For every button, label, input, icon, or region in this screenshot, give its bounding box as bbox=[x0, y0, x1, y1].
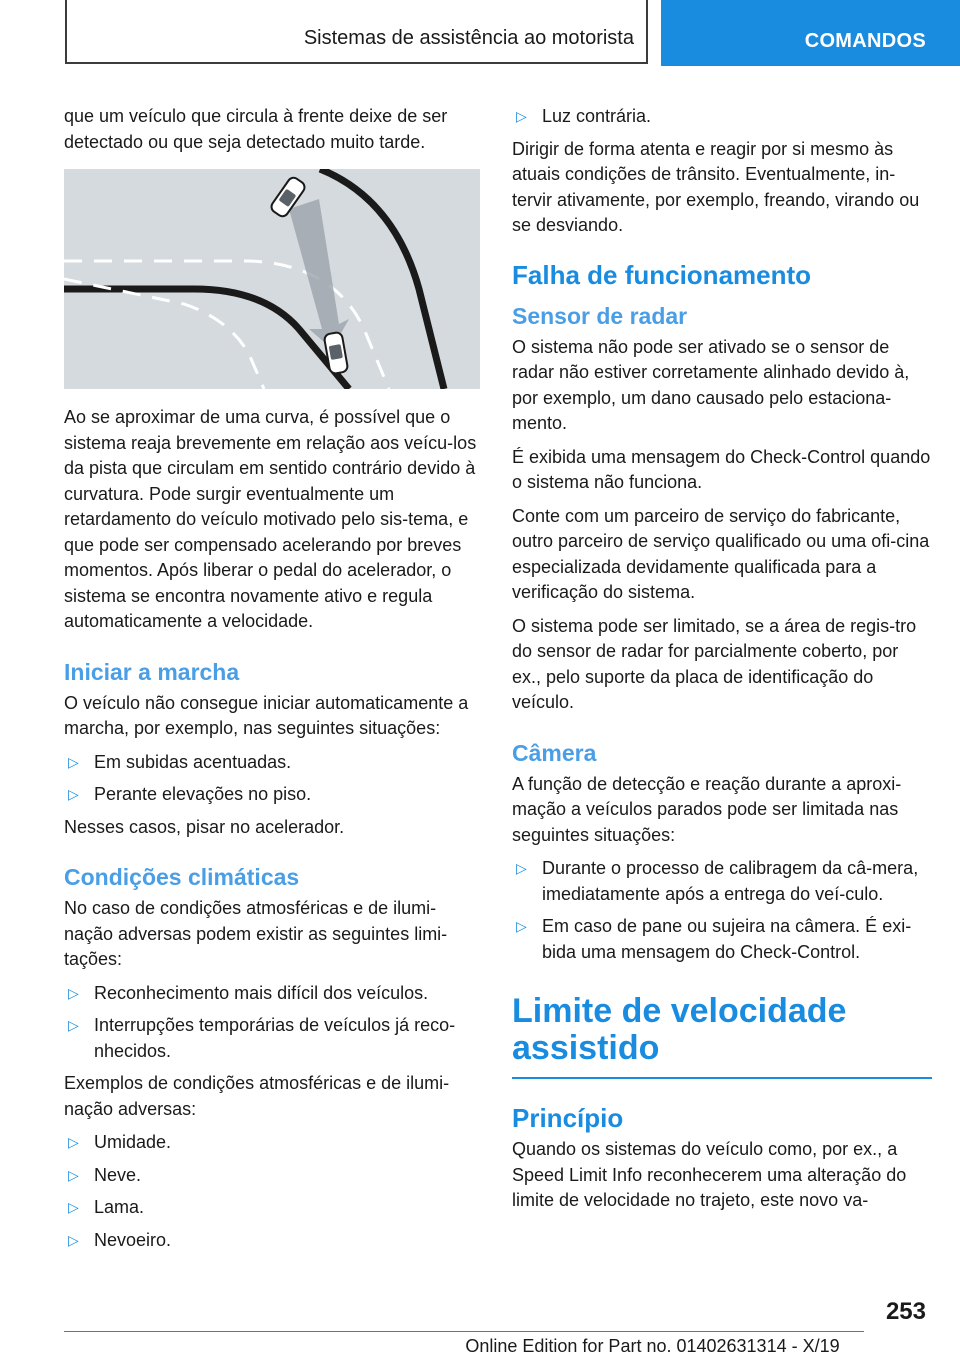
radar-paragraph: Conte com um parceiro de serviço do fabricante, outro parceiro de serviço qualificado ou uma ofi-cina especializada devidamente qualificada para a verificação do sistema. bbox=[512, 505, 930, 602]
radar-paragraph: É exibida uma mensagem do Check-Control quando o sistema não funciona. bbox=[512, 446, 931, 492]
weather-paragraph: No caso de condições atmosféricas e de ilumi-nação adversas podem existir as seguintes limi-tações: bbox=[64, 898, 448, 969]
running-header-section bbox=[65, 0, 648, 64]
chapter-tab bbox=[661, 0, 960, 66]
triangle-bullet-icon: ▷ bbox=[68, 1166, 79, 1183]
list-item: ▷ Perante elevações no piso. bbox=[64, 782, 480, 808]
camera-list bbox=[512, 856, 932, 965]
list-item: ▷ Durante o processo de calibragem da câ-mera, imediatamente após a entrega do veí-culo. bbox=[516, 858, 919, 904]
right-column bbox=[512, 104, 932, 1222]
weather-examples: Exemplos de condições atmosféricas e de ilumi-nação adversas: bbox=[64, 1073, 450, 1119]
list-item: ▷ Luz contrária. bbox=[512, 104, 932, 130]
chapter-title: COMANDOS bbox=[804, 30, 926, 52]
triangle-bullet-icon: ▷ bbox=[516, 108, 527, 124]
section-title: Sistemas de assistência ao motorista bbox=[303, 27, 634, 49]
radar-paragraph: O sistema não pode ser ativado se o sensor de radar não estiver corretamente alinhado devido à, por exemplo, um dano causado pelo estaciona-mento. bbox=[512, 336, 910, 433]
triangle-bullet-icon: ▷ bbox=[68, 1231, 79, 1248]
curve-paragraph: Ao se aproximar de uma curva, é possível que o sistema reaja brevemente em relação aos veícu-los da pista que circulam em sentido contrário devido à curvatura. Pode surgir eventualmente um retardamento do veículo motivado pelo sis-tema, e que pode ser compensado acelerando por breves momentos. Após liberar o pedal do acelerador, o sistema se encontra novamente ativo e regula automaticamente a velocidade. bbox=[64, 407, 477, 631]
examples-list bbox=[64, 1130, 480, 1253]
top-list bbox=[512, 104, 932, 130]
triangle-bullet-icon: ▷ bbox=[68, 753, 79, 770]
triangle-bullet-icon: ▷ bbox=[68, 1199, 79, 1215]
page-number: 253 bbox=[885, 1298, 926, 1325]
edition-footer: Online Edition for Part no. 01402631314 - X/19 bbox=[465, 1336, 840, 1356]
left-column bbox=[64, 104, 480, 1260]
camera-paragraph: A função de detecção e reação durante a aproxi-mação a veículos parados pode ser limitada nas seguintes situações: bbox=[512, 773, 902, 845]
driver-advice: Dirigir de forma atenta e reagir por si mesmo às atuais condições de trânsito. Eventualmente, in-tervir ativamente, por exemplo, freando, virando ou se desviando. bbox=[512, 138, 920, 235]
start-paragraph: O veículo não consegue iniciar automaticamente a marcha, por exemplo, nas seguintes situações: bbox=[64, 692, 469, 738]
weather-heading: Condições climáticas bbox=[64, 864, 300, 890]
start-note: Nesses casos, pisar no acelerador. bbox=[64, 816, 345, 837]
list-item: ▷ Reconhecimento mais difícil dos veículos. bbox=[64, 981, 480, 1007]
footer-divider bbox=[64, 1331, 864, 1332]
list-item: ▷ Nevoeiro. bbox=[64, 1228, 480, 1254]
triangle-bullet-icon: ▷ bbox=[68, 1134, 79, 1150]
list-item: ▷ Neve. bbox=[64, 1163, 480, 1189]
list-item: ▷ Umidade. bbox=[64, 1130, 480, 1156]
speed-limit-heading: Limite de velocidade assistido bbox=[512, 993, 932, 1079]
triangle-bullet-icon: ▷ bbox=[68, 1017, 79, 1033]
malfunction-heading: Falha de funcionamento bbox=[512, 259, 812, 290]
triangle-bullet-icon: ▷ bbox=[516, 918, 527, 934]
principle-heading: Princípio bbox=[512, 1103, 624, 1133]
triangle-bullet-icon: ▷ bbox=[68, 984, 79, 1001]
list-item: ▷ Lama. bbox=[64, 1195, 480, 1221]
weather-list bbox=[64, 981, 480, 1065]
curve-illustration bbox=[64, 169, 480, 389]
camera-heading: Câmera bbox=[512, 739, 597, 766]
list-item: ▷ Interrupções temporárias de veículos já reco-nhecidos. bbox=[68, 1015, 456, 1061]
start-list bbox=[64, 750, 480, 808]
list-item: ▷ Em caso de pane ou sujeira na câmera. É exi-bida uma mensagem do Check-Control. bbox=[516, 916, 912, 962]
radar-paragraph: O sistema pode ser limitado, se a área de regis-tro do sensor de radar for parcialmente coberto, por ex., pelo suporte da placa de identificação do veículo. bbox=[512, 615, 917, 712]
principle-paragraph: Quando os sistemas do veículo como, por ex., a Speed Limit Info reconhecerem uma alteração do limite de velocidade no trajeto, este novo va- bbox=[512, 1139, 907, 1210]
intro-paragraph: que um veículo que circula à frente deixe de ser detectado ou que seja detectado muito tarde. bbox=[64, 106, 448, 152]
start-heading: Iniciar a marcha bbox=[64, 658, 240, 685]
triangle-bullet-icon: ▷ bbox=[68, 786, 79, 802]
radar-heading: Sensor de radar bbox=[512, 302, 688, 329]
triangle-bullet-icon: ▷ bbox=[516, 860, 527, 876]
list-item: ▷ Em subidas acentuadas. bbox=[64, 750, 480, 776]
